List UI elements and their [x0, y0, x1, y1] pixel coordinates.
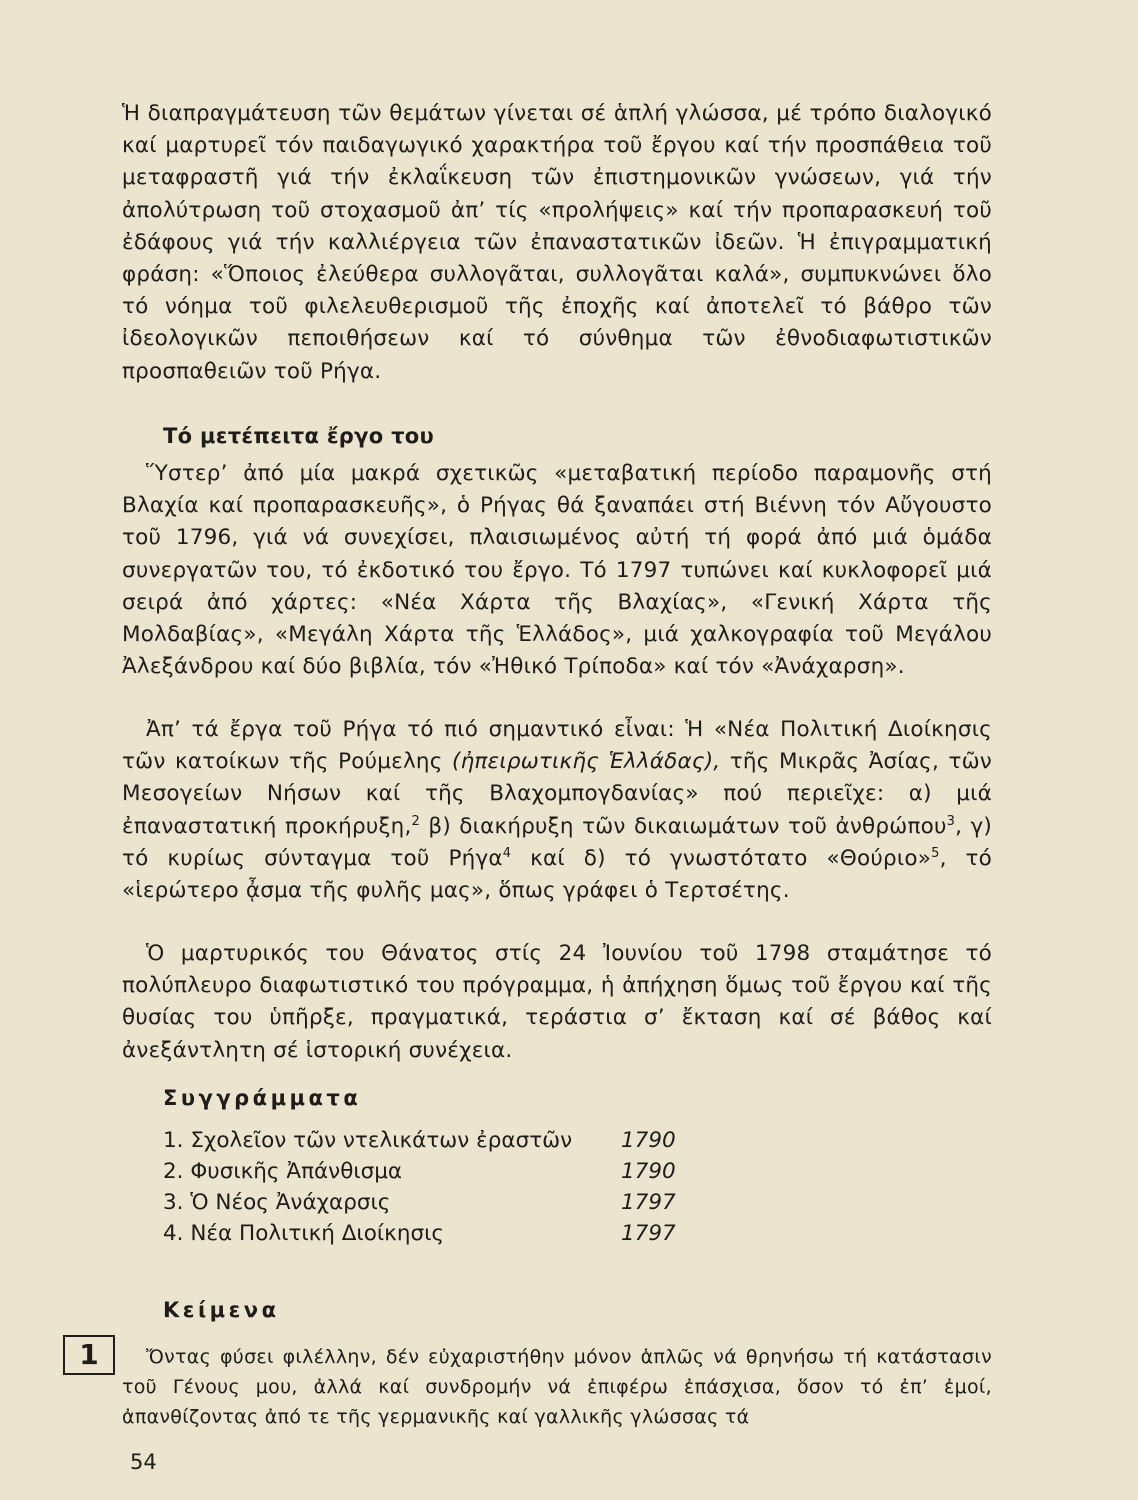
- writings-list: [163, 1128, 723, 1252]
- list-item: 4. Νέα Πολιτική Διοίκησις 1797: [163, 1221, 676, 1246]
- footnote-ref-5: 5: [931, 845, 940, 861]
- footnote-ref-4: 4: [502, 845, 512, 861]
- paragraph-later-work-3: Ὁ μαρτυρικός του Θάνατος στίς 24 Ἰουνίου τοῦ 1798 σταμάτησε τό πολύπλευρο διαφωτιστικό του πρόγραμμα, ἡ ἀπήχηση ὅμως τοῦ ἔργου καί τῆς θυσίας του ὑπῆρξε, πραγματικά, τεράστια σ’ ἔκταση καί σέ βάθος καί ἀνεξάντλητη σέ ἱστορική συνέχεια.: [122, 941, 992, 1063]
- text-number-box: 1: [63, 1335, 115, 1375]
- writings-heading: Συγγράμματα: [163, 1086, 362, 1110]
- list-item: 2. Φυσικῆς Ἀπάνθισμα 1790: [163, 1159, 676, 1184]
- list-item: 1. Σχολεῖον τῶν ντελικάτων ἐραστῶν 1790: [163, 1128, 676, 1153]
- intro-paragraph: Ἡ διαπραγμάτευση τῶν θεμάτων γίνεται σέ ἁπλή γλώσσα, μέ τρόπο διαλογικό καί μαρτυρεῖ τόν παιδαγωγικό χαρακτήρα τοῦ ἔργου καί τήν προσπάθεια τοῦ μεταφραστῆ γιά τήν ἐκλαΐκευση τῶν ἐπιστημονικῶν γνώσεων, γιά τήν ἀπολύτρωση τοῦ στοχασμοῦ ἀπ’ τίς «προλήψεις» καί τήν προπαρασκευή τοῦ ἐδάφους γιά τήν καλλιέργεια τῶν ἐπαναστατικῶν ἰδεῶν. Ἡ ἐπιγραμματική φράση: «Ὅποιος ἐλεύθερα συλλογᾶται, συλλογᾶται καλά», συμπυκνώνει ὅλο τό νόημα τοῦ φιλελευθερισμοῦ τῆς ἐποχῆς καί ἀποτελεῖ τό βάθρο τῶν ἰδεολογικῶν πεποιθήσεων καί τό σύνθημα τῶν ἐθνοδιαφωτιστικῶν προσπαθειῶν τοῦ Ρήγα.: [122, 101, 992, 384]
- section-heading-later-work: Τό μετέπειτα ἔργο του: [163, 424, 434, 448]
- texts-heading: Κείμενα: [163, 1298, 280, 1322]
- paragraph-later-work-1: Ὕστερ’ ἀπό μία μακρά σχετικῶς «μεταβατική περίοδο παραμονῆς στή Βλαχία καί προπαρασκευῆς», ὁ Ρήγας θά ξαναπάει στή Βιέννη τόν Αὔγουστο τοῦ 1796, γιά νά συνεχίσει, πλαισιωμένος αὐτή τή φορά ἀπό μιά ὁμάδα συνεργατῶν του, τό ἐκδοτικό του ἔργο. Τό 1797 τυπώνει καί κυκλοφορεῖ μιά σειρά ἀπό χάρτες: «Νέα Χάρτα τῆς Βλαχίας», «Γενική Χάρτα τῆς Μολδαβίας», «Μεγάλη Χάρτα τῆς Ἑλλάδος», μιά χαλκογραφία τοῦ Μεγάλου Ἀλεξάνδρου καί δύο βιβλία, τόν «Ἠθικό Τρίποδα» καί τόν «Ἀνάχαρση».: [122, 461, 992, 680]
- paragraph-later-work-2: Ἀπ’ τά ἔργα τοῦ Ρήγα τό πιό σημαντικό εἶναι: Ἡ «Νέα Πολιτική Διοίκησις τῶν κατοίκων τῆς Ρούμελης (ἠπειρωτικῆς Ἑλλάδας), τῆς Μικρᾶς Ἀσίας, τῶν Μεσογείων Νήσων καί τῆς Βλαχομπογδανίας» πού περιεῖχε: α) μιά ἐπαναστατική προκήρυξη,$^2$ β) διακήρυξη τῶν δικαιωμάτων τοῦ ἀνθρώπου$^3$, γ) τό κυρίως σύνταγμα τοῦ Ρήγα$^4$ καί δ) τό γνωστότατο «Θούριο»$^5$, τό «ἱερώτερο ᾆσμα τῆς φυλῆς μας», ὅπως γράφει ὁ Τερτσέτης.: [122, 717, 992, 904]
- footnote-ref-2: 2: [411, 813, 421, 829]
- emphasis-text: (ἠπειρωτικῆς Ἑλλάδας),: [452, 749, 721, 775]
- text-excerpt: Ὄντας φύσει φιλέλλην, δέν εὐχαριστήθην μόνον ἁπλῶς νά θρηνήσω τή κατάστασιν τοῦ Γένους μου, ἀλλά καί συνδρομήν νά ἐπιφέρω ἐπάσχισα, ὅσον τό ἐπ’ ἐμοί, ἀπανθίζοντας ἀπό τε τῆς γερμανικῆς καί γαλλικῆς γλώσσας τά: [122, 1346, 992, 1428]
- footnote-ref-3: 3: [946, 813, 956, 829]
- page-number: 54: [130, 1450, 157, 1474]
- list-item: 3. Ὁ Νέος Ἀνάχαρσις 1797: [163, 1190, 676, 1215]
